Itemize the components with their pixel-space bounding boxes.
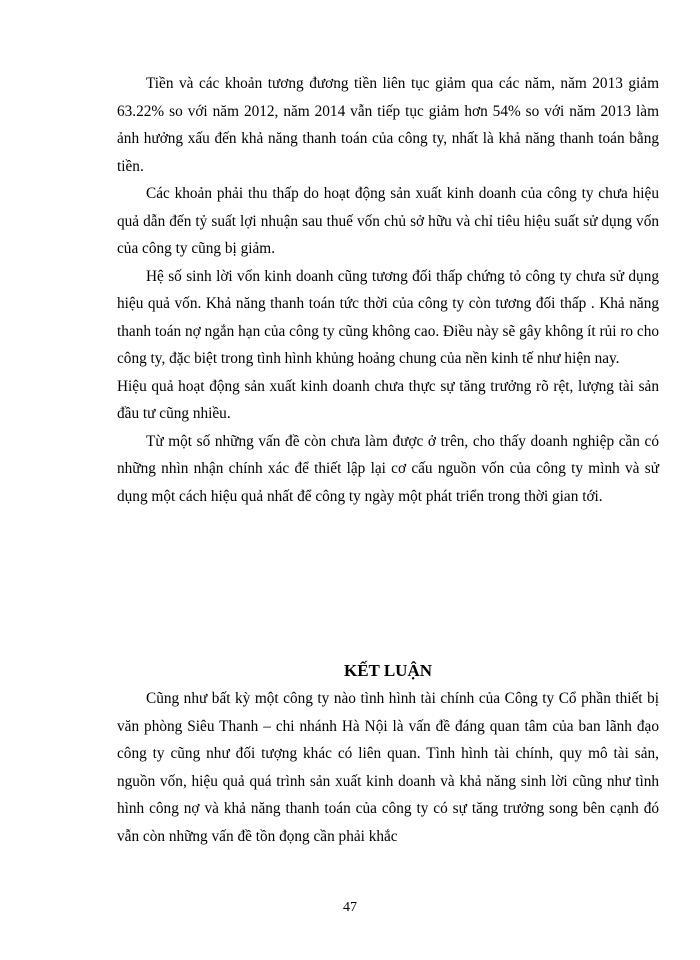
conclusion-paragraph: Cũng như bất kỳ một công ty nào tình hình tài chính của Công ty Cổ phần thiết bị văn phòng Siêu Thanh – chi nhánh Hà Nội là vấn đề đáng quan tâm của ban lãnh đạo công ty cũng như đối tượng khác có liên quan. Tình hình tài chính, quy mô tài sản, nguồn vốn, hiệu quả quá trình sản xuất kinh doanh và khả năng sinh lời cũng như tình hình công nợ và khả năng thanh toán của công ty có sự tăng trưởng song bên cạnh đó vẫn còn những vấn đề tồn đọng cần phải khắc: [117, 690, 659, 845]
paragraph-efficiency: Hiệu quả hoạt động sản xuất kinh doanh chưa thực sự tăng trưởng rõ rệt, lượng tài sản đầu tư cũng nhiều.: [117, 377, 659, 422]
page-number: 47: [343, 900, 357, 915]
paragraph-receivables: Các khoản phải thu thấp do hoạt động sản xuất kinh doanh của công ty chưa hiệu quả dẫn đến tỷ suất lợi nhuận sau thuế vốn chủ sở hữu và chỉ tiêu hiệu suất sử dụng vốn của công ty cũng bị giảm.: [117, 185, 659, 257]
conclusion-heading: KẾT LUẬN: [343, 661, 432, 680]
paragraph-profitability: Hệ số sinh lời vốn kinh doanh cũng tương đối thấp chứng tỏ công ty chưa sử dụng hiệu quả vốn. Khả năng thanh toán tức thời của công ty còn tương đối thấp . Khả năng thanh toán nợ ngắn hạn của công ty cũng không cao. Điều này sẽ gây không ít rủi ro cho công ty, đặc biệt trong tình hình khủng hoảng chung của nền kinh tế như hiện nay.: [117, 267, 659, 367]
conclusion-section: [117, 685, 659, 850]
paragraph-recommendation: Từ một số những vấn đề còn chưa làm được ở trên, cho thấy doanh nghiệp cần có những nhìn nhận chính xác để thiết lập lại cơ cấu nguồn vốn của công ty mình và sử dụng một cách hiệu quả nhất để công ty ngày một phát triển trong thời gian tới.: [117, 432, 659, 505]
body-text: [117, 70, 659, 510]
paragraph-cash-decline: Tiền và các khoản tương đương tiền liên tục giảm qua các năm, năm 2013 giảm 63.22% so với năm 2012, năm 2014 vẫn tiếp tục giảm hơn 54% so với năm 2013 làm ảnh hưởng xấu đến khả năng thanh toán của công ty, nhất là khả năng thanh toán bằng tiền.: [117, 75, 659, 175]
